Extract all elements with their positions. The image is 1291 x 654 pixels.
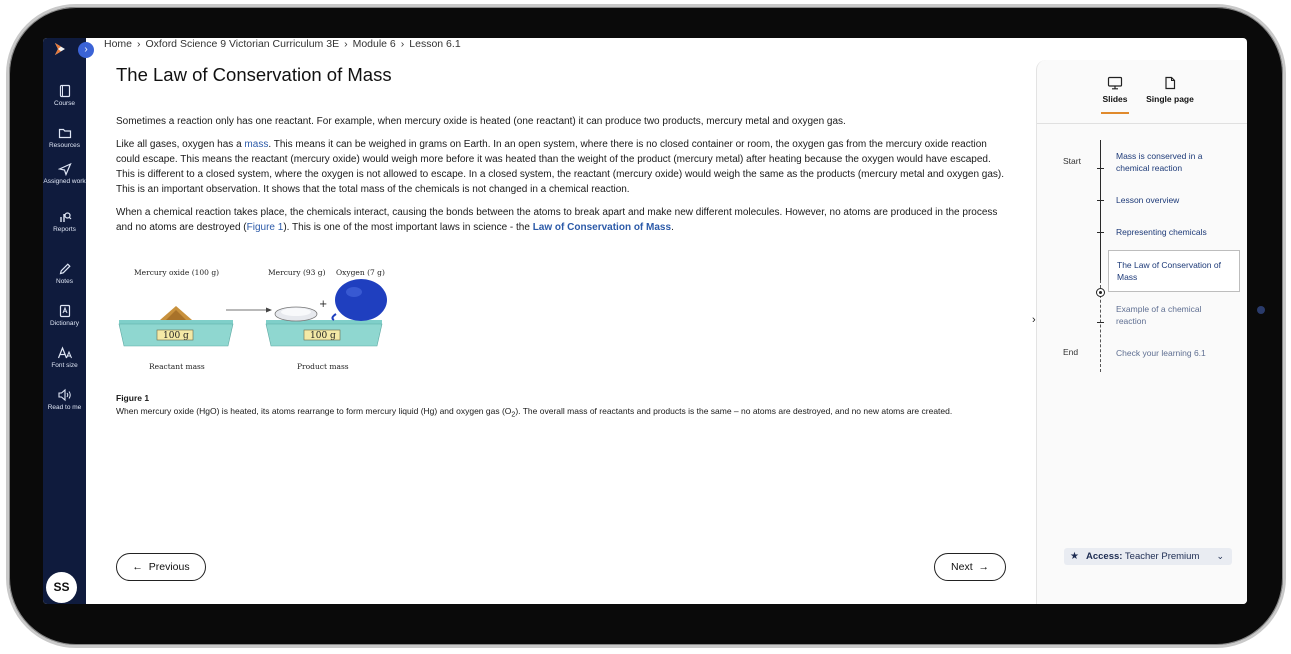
lesson-content <box>116 114 1011 243</box>
paragraph-text: ). This is one of the most important laws in science - the <box>283 222 533 233</box>
figure-label-product-mass: Product mass <box>297 362 349 371</box>
lesson-navigation-panel <box>1036 60 1247 604</box>
slides-view-button[interactable] <box>1101 76 1129 104</box>
figure-1-illustration <box>116 264 396 374</box>
breadcrumb <box>104 38 461 50</box>
figure-caption <box>116 392 1011 422</box>
chevron-right-icon[interactable]: › <box>78 42 94 58</box>
timeline-start-label: Start <box>1063 156 1081 166</box>
device-side-button <box>1257 306 1265 314</box>
timeline-tick <box>1097 232 1104 233</box>
active-view-indicator <box>1101 112 1129 114</box>
sidebar-item-notes[interactable] <box>43 262 86 286</box>
chevron-right-icon[interactable]: › <box>1032 314 1036 326</box>
page-title: The Law of Conservation of Mass <box>116 64 392 85</box>
avatar[interactable]: SS <box>46 572 77 603</box>
access-value: Teacher Premium <box>1124 551 1200 562</box>
current-position-marker <box>1096 288 1105 297</box>
app-screen <box>43 38 1247 604</box>
sidebar-item-label: Course <box>54 100 75 107</box>
breadcrumb-home[interactable]: Home <box>104 38 133 50</box>
arrow-right-icon: → <box>978 561 989 573</box>
pencil-icon <box>58 262 72 276</box>
paragraph-2 <box>116 137 1011 197</box>
sidebar <box>43 38 86 604</box>
scale-right-readout: 100 g <box>310 331 336 341</box>
single-page-label: Single page <box>1146 94 1194 104</box>
slides-label: Slides <box>1102 94 1128 104</box>
sidebar-item-font-size[interactable] <box>43 346 86 370</box>
next-button[interactable] <box>934 553 1006 581</box>
sidebar-item-course[interactable] <box>43 84 86 108</box>
access-dropdown[interactable] <box>1064 548 1232 565</box>
single-page-view-button[interactable] <box>1145 76 1195 104</box>
glossary-link-mass[interactable]: mass <box>244 139 269 150</box>
previous-button[interactable] <box>116 553 206 581</box>
caption-subscript: 2 <box>511 410 516 419</box>
timeline-item[interactable]: Check your learning 6.1 <box>1116 348 1206 358</box>
figure-1-link[interactable]: Figure 1 <box>246 222 284 233</box>
paragraph-text: Like all gases, oxygen has a <box>116 139 245 150</box>
timeline-tick <box>1097 168 1104 169</box>
previous-button-label: Previous <box>148 561 190 573</box>
scales-diagram <box>116 278 396 358</box>
glossary-link-law-of-conservation[interactable]: Law of Conservation of Mass <box>532 222 672 233</box>
sidebar-item-label: Assigned work <box>43 178 86 185</box>
timeline-item[interactable]: Example of a chemical reaction <box>1116 304 1202 326</box>
timeline-item[interactable]: Mass is conserved in a chemical reaction <box>1116 151 1203 173</box>
paragraph-1: Sometimes a reaction only has one reactant. For example, when mercury oxide is heated (one reactant) it can produce two products, mercury metal and oxygen gas. <box>116 116 846 127</box>
send-icon <box>58 162 72 176</box>
sidebar-item-dictionary[interactable] <box>43 304 86 328</box>
timeline-tick <box>1097 200 1104 201</box>
scale-left-readout: 100 g <box>163 331 189 341</box>
paragraph-text: . <box>671 222 674 233</box>
breadcrumb-separator-icon: › <box>344 38 348 50</box>
sidebar-item-label: Font size <box>51 362 78 369</box>
sidebar-item-read-to-me[interactable] <box>43 388 86 412</box>
sidebar-item-reports[interactable] <box>43 210 86 234</box>
timeline-line <box>1100 140 1101 280</box>
view-mode-switch <box>1037 60 1247 124</box>
caption-text: When mercury oxide (HgO) is heated, its atoms rearrange to form mercury liquid (Hg) and oxygen gas (O <box>116 406 512 416</box>
star-icon: ★ <box>1070 551 1079 562</box>
arrow-left-icon: ← <box>132 561 143 573</box>
sidebar-item-resources[interactable] <box>43 126 86 150</box>
dictionary-icon <box>58 304 72 318</box>
book-icon <box>58 84 72 98</box>
sidebar-item-label: Dictionary <box>50 320 79 327</box>
monitor-icon <box>1107 76 1123 90</box>
access-label: Access: <box>1086 551 1123 562</box>
document-icon <box>1163 76 1177 90</box>
folder-icon <box>58 126 72 140</box>
reports-icon <box>58 210 72 224</box>
figure-label-mercury: Mercury (93 g) <box>268 268 326 277</box>
sidebar-item-label: Notes <box>56 278 73 285</box>
breadcrumb-course[interactable]: Oxford Science 9 Victorian Curriculum 3E <box>145 38 340 50</box>
caption-title: Figure 1 <box>116 393 150 403</box>
figure-label-reactant: Mercury oxide (100 g) <box>134 268 220 277</box>
paragraph-text: When a chemical reaction takes place, the chemicals interact, causing the bonds between the atoms to break apart and make new different molecules. However, no atoms are produced in the process and no atoms are destroyed ( <box>116 207 998 233</box>
timeline-end-label: End <box>1063 347 1079 357</box>
font-size-icon <box>57 346 73 360</box>
paragraph-3 <box>116 205 1011 235</box>
plus-sign: + <box>319 299 328 310</box>
app-logo-icon <box>53 42 67 56</box>
sidebar-item-label: Read to me <box>47 404 82 411</box>
sidebar-item-assigned-work[interactable] <box>43 162 86 186</box>
sidebar-item-label: Resources <box>48 142 81 149</box>
next-button-label: Next <box>951 561 973 573</box>
chevron-down-icon: ⌄ <box>1216 551 1224 561</box>
caption-text: ). The overall mass of reactants and products is the same – no atoms are destroyed, and no new atoms are created. <box>515 406 953 416</box>
breadcrumb-separator-icon: › <box>137 38 141 50</box>
timeline-item-current[interactable]: The Law of Conservation of Mass <box>1108 250 1240 292</box>
figure-label-reactant-mass: Reactant mass <box>149 362 205 371</box>
timeline-tick <box>1097 322 1104 323</box>
figure-label-oxygen: Oxygen (7 g) <box>336 268 385 277</box>
timeline-item[interactable]: Representing chemicals <box>1116 227 1207 237</box>
sidebar-item-label: Reports <box>53 226 76 233</box>
timeline-item[interactable]: Lesson overview <box>1116 195 1180 205</box>
breadcrumb-module[interactable]: Module 6 <box>352 38 396 50</box>
speaker-icon <box>57 388 73 402</box>
paragraph-text: . This means it can be weighed in grams on Earth. In an open system, where there is no closed container or room, the oxygen gas from the mercury oxide reaction could escape. This means the reactant (mercury oxide) would weigh more before it was heated than the weight of the product (mercury metal) after heating because the oxygen would have escaped. This is different to a closed system, where the oxygen is not allowed to escape. In a closed system, the reactant (mercury oxide) would weigh the same as the products (mercury metal and oxygen gas). This is an important observation. It shows that the total mass of the chemicals is not changed in a chemical reaction. <box>116 139 1005 195</box>
breadcrumb-lesson[interactable]: Lesson 6.1 <box>409 38 461 50</box>
breadcrumb-separator-icon: › <box>400 38 405 50</box>
